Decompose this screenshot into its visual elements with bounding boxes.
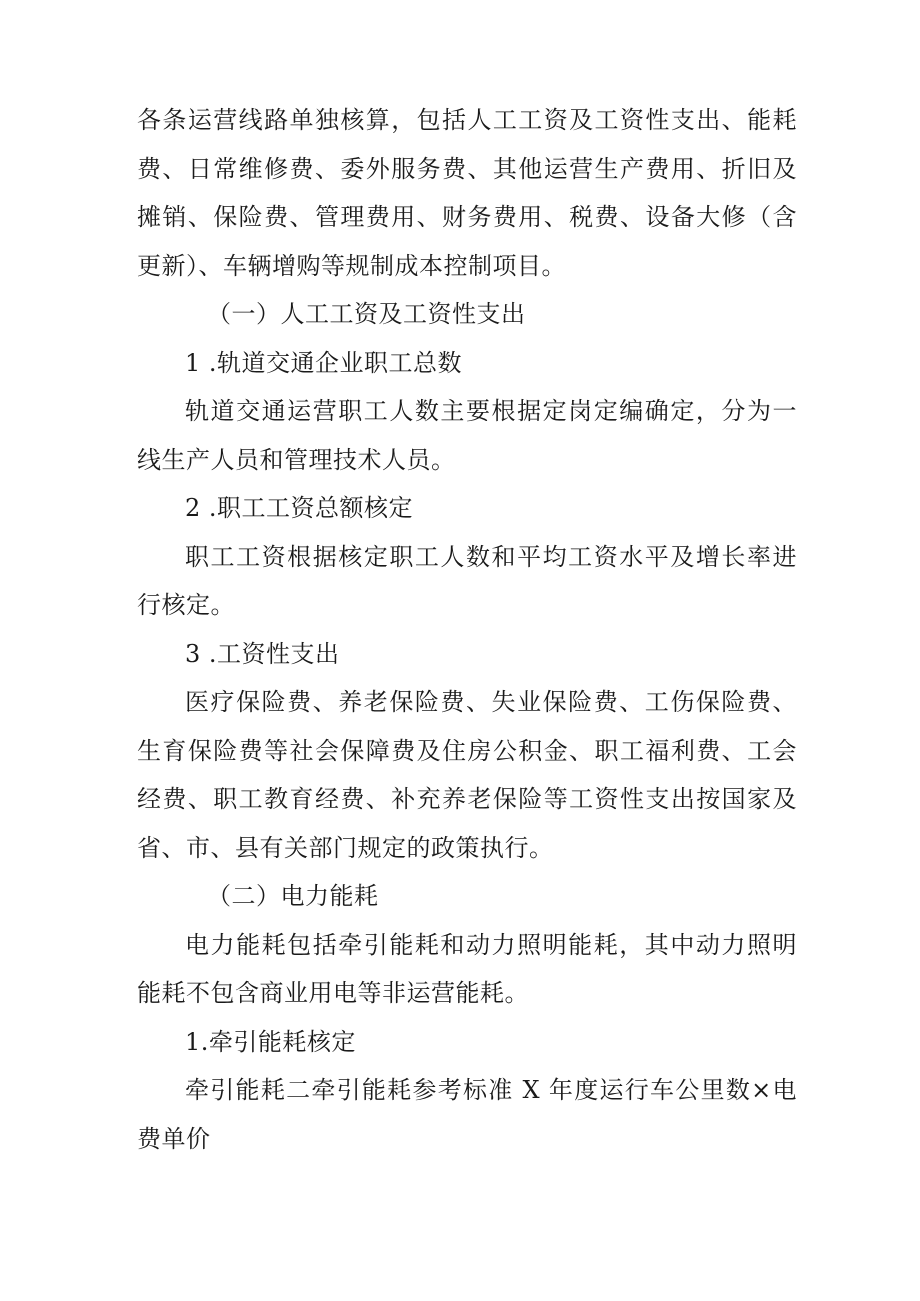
paragraph-wage-related: 医疗保险费、养老保险费、失业保险费、工伤保险费、生育保险费等社会保障费及住房公积金、职工福利费、工会经费、职工教育经费、补充养老保险等工资性支出按国家及省、市、县有关部门规定的政策执行。	[137, 688, 797, 862]
paragraph-wage-total: 职工工资根据核定职工人数和平均工资水平及增长率进行核定。	[137, 542, 797, 619]
heading-wage-related: 3 .工资性支出	[185, 639, 340, 668]
heading-wage-total: 2 .职工工资总额核定	[185, 494, 414, 522]
section-heading-power: （二）电力能耗	[207, 882, 379, 910]
heading-traction: 1.牵引能耗核定	[185, 1027, 356, 1056]
paragraph-cost-items: 各条运营线路单独核算，包括人工工资及工资性支出、能耗费、日常维修费、委外服务费、其他运营生产费用、折旧及摊销、保险费、管理费用、财务费用、税费、设备大修（含更新）、车辆增购等规制成本控制项目。	[137, 106, 797, 280]
section-heading-labor: （一）人工工资及工资性支出	[207, 300, 526, 328]
paragraph-power: 电力能耗包括牵引能耗和动力照明能耗，其中动力照明能耗不包含商业用电等非运营能耗。	[137, 930, 797, 1007]
document-body	[137, 96, 797, 1163]
paragraph-traction-formula: 牵引能耗二牵引能耗参考标准 X 年度运行车公里数×电费单价	[137, 1076, 797, 1153]
paragraph-staff-total: 轨道交通运营职工人数主要根据定岗定编确定，分为一线生产人员和管理技术人员。	[137, 397, 797, 474]
heading-staff-total: 1 .轨道交通企业职工总数	[185, 348, 463, 377]
